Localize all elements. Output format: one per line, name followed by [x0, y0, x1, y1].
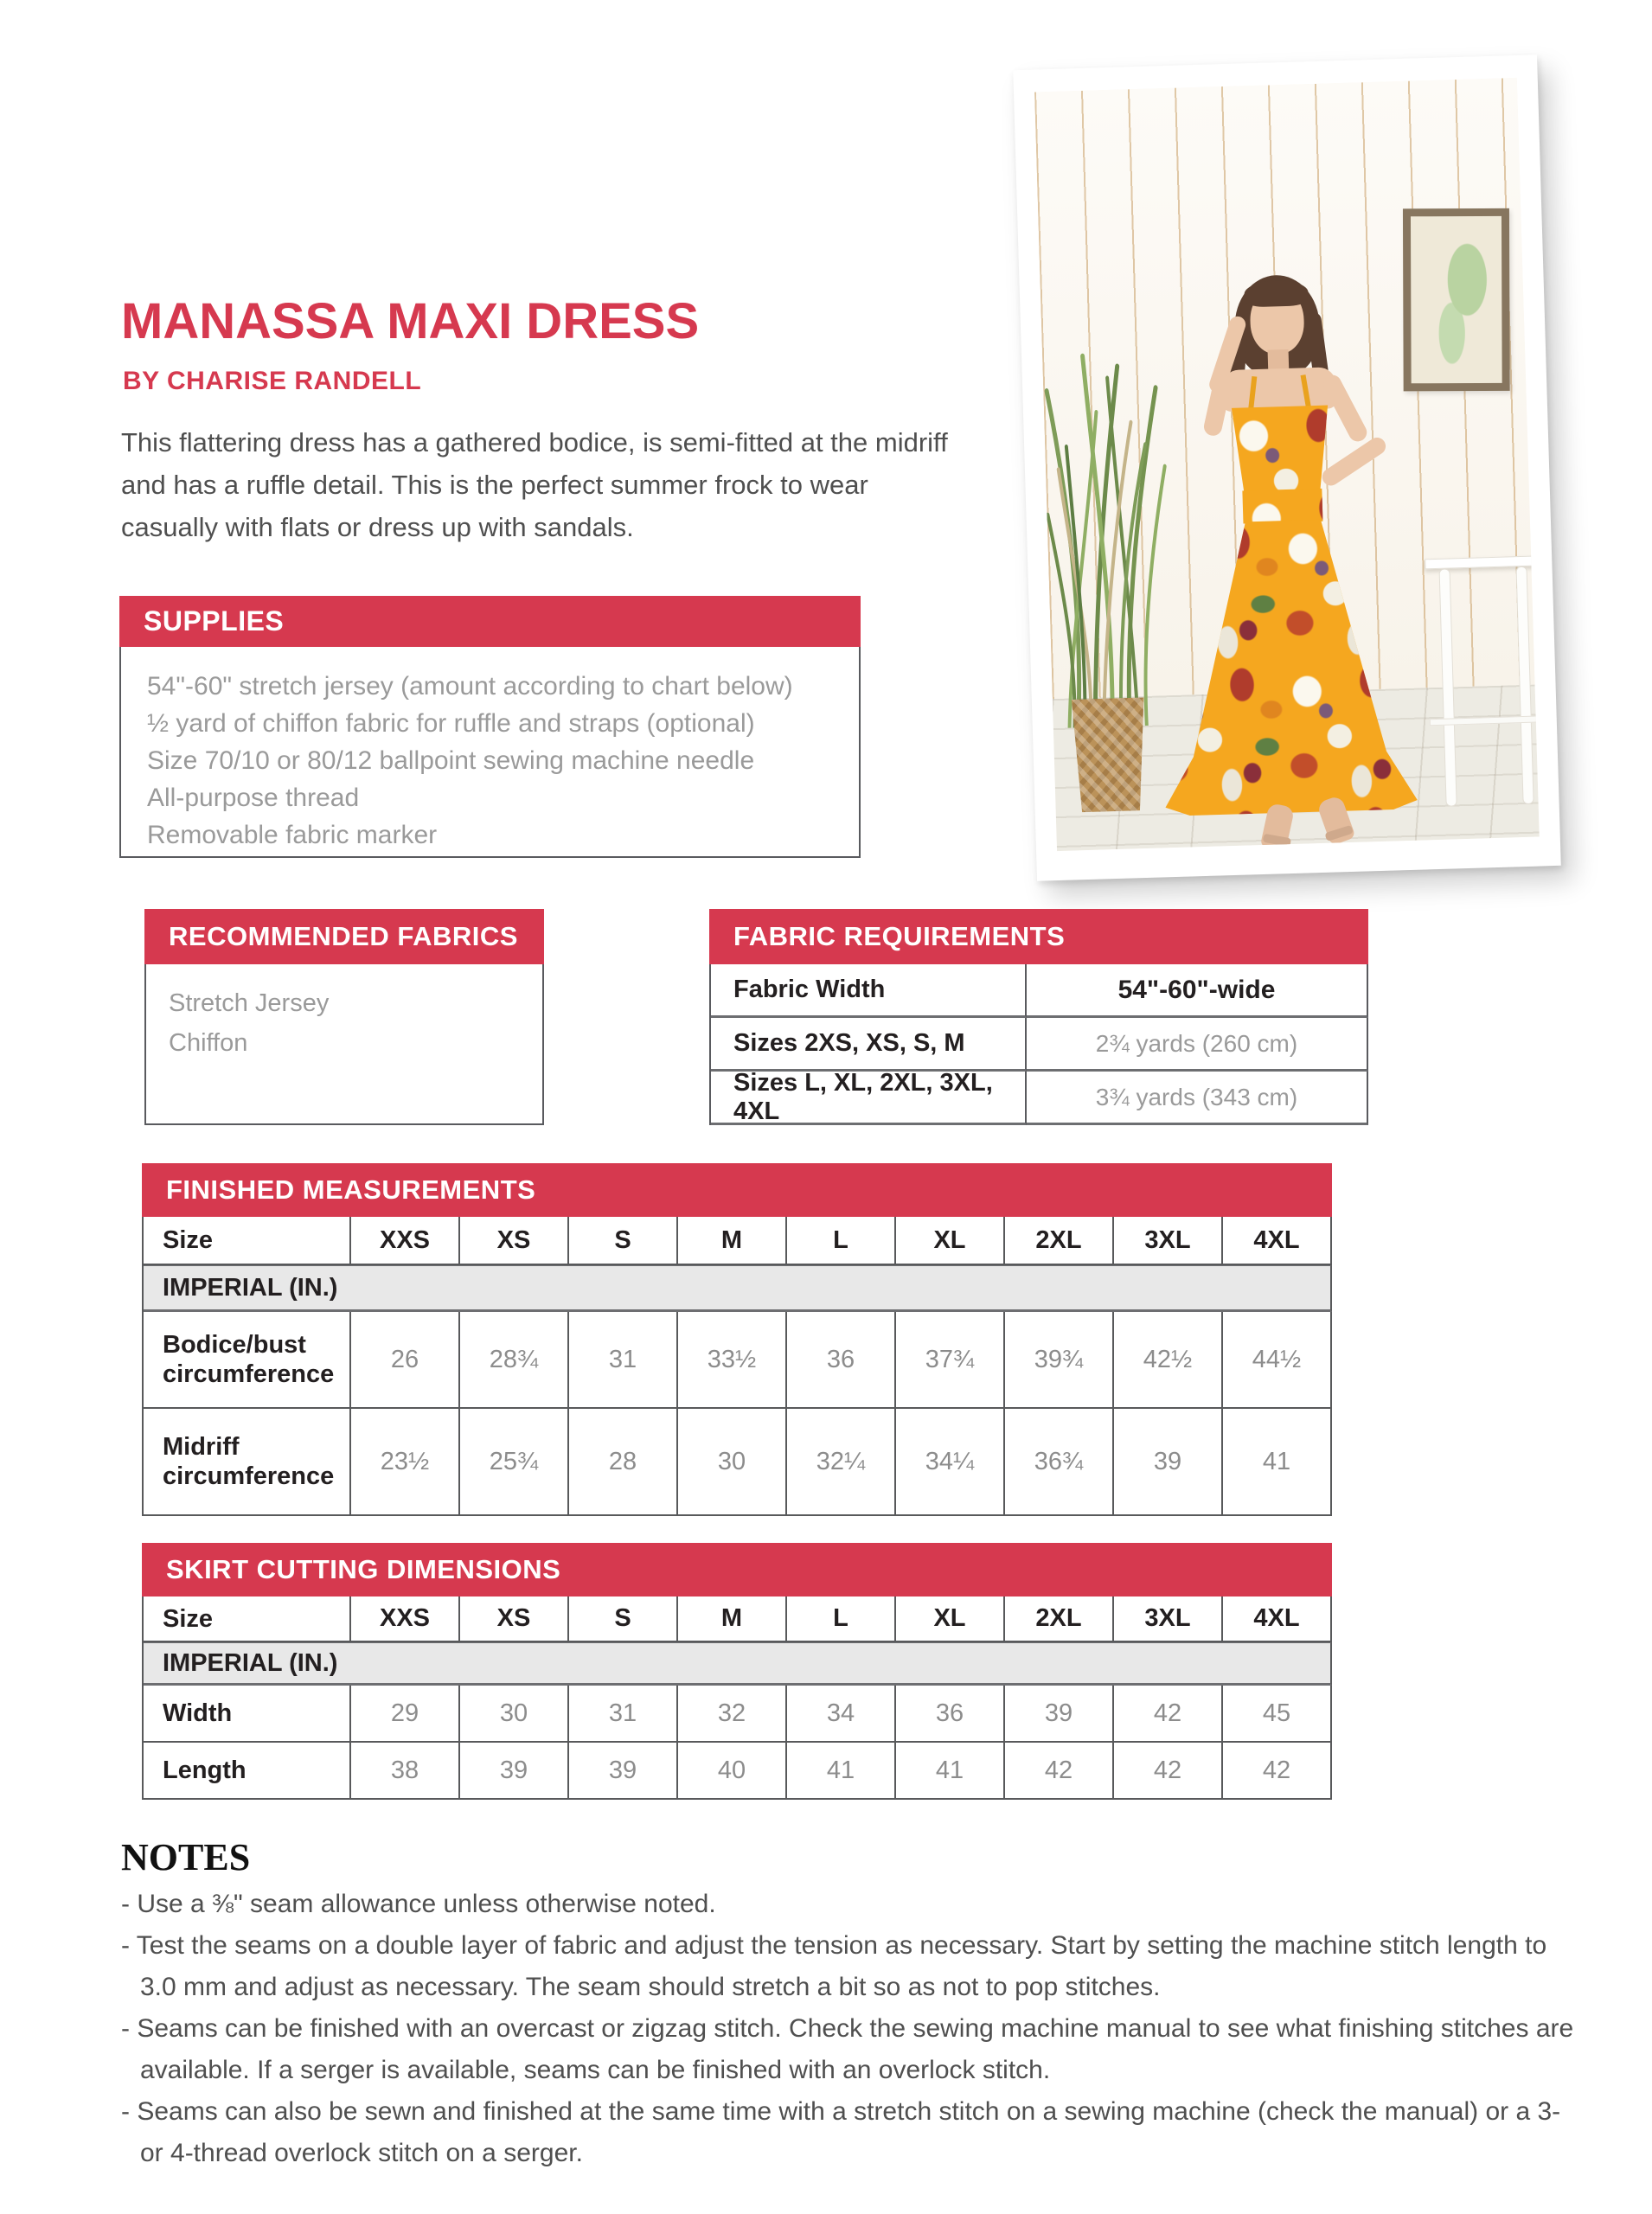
note-item: - Use a ⅜" seam allowance unless otherwise noted. — [121, 1890, 716, 1918]
unit-row-label: IMPERIAL (IN.) — [144, 1265, 1332, 1312]
photo-scene — [1034, 78, 1540, 851]
supplies-item: Size 70/10 or 80/12 ballpoint sewing machine needle — [147, 746, 755, 775]
measurement-value: 41 — [1223, 1409, 1332, 1516]
measurement-value: 25¾ — [460, 1409, 569, 1516]
supplies-item: ½ yard of chiffon fabric for ruffle and straps (optional) — [147, 709, 755, 738]
dress-skirt — [1149, 516, 1425, 816]
note-item: - Test the seams on a double layer of fabric and adjust the tension as necessary. Start by setting the machine stitch length to 3.0 mm and adjust as necessary. The seam should stretch a bit so as not to pop stitches. — [121, 1931, 1547, 2001]
measurement-value: 28¾ — [460, 1312, 569, 1409]
size-header: 4XL — [1223, 1217, 1332, 1265]
size-column-header: Size — [144, 1597, 351, 1642]
supplies-item: 54"-60" stretch jersey (amount according to chart below) — [147, 672, 793, 701]
measurement-value: 39¾ — [1005, 1312, 1114, 1409]
measurement-value: 32¼ — [787, 1409, 896, 1516]
skirt-cutting-heading: SKIRT CUTTING DIMENSIONS — [142, 1543, 1332, 1597]
measurement-value: 33½ — [678, 1312, 787, 1409]
pattern-description: This flattering dress has a gathered bodice, is semi-fitted at the midriff and has a ruffle detail. This is the perfect summer frock to wear casually with flats or dress up with sandals. — [121, 427, 948, 542]
measurement-value: 41 — [787, 1743, 896, 1800]
measurement-value: 39 — [569, 1743, 678, 1800]
size-header: XL — [896, 1597, 1005, 1642]
measurement-value: 41 — [896, 1743, 1005, 1800]
measurement-value: 42 — [1005, 1743, 1114, 1800]
notes-heading: NOTES — [121, 1836, 251, 1878]
measurement-value: 42 — [1114, 1686, 1223, 1743]
size-header: M — [678, 1217, 787, 1265]
size-column-header: Size — [144, 1217, 351, 1265]
recommended-fabrics-heading: RECOMMENDED FABRICS — [144, 909, 544, 964]
measurement-value: 42½ — [1114, 1312, 1223, 1409]
size-header: XL — [896, 1217, 1005, 1265]
measurement-value: 39 — [1005, 1686, 1114, 1743]
unit-row-label: IMPERIAL (IN.) — [144, 1642, 1332, 1686]
measurement-value: 39 — [1114, 1409, 1223, 1516]
dress-bodice — [1230, 405, 1333, 492]
fabric-requirements-table — [709, 964, 1368, 1125]
measurement-value: 36¾ — [1005, 1409, 1114, 1516]
measurement-value: 42 — [1223, 1743, 1332, 1800]
size-header: 3XL — [1114, 1217, 1223, 1265]
size-header: S — [569, 1217, 678, 1265]
size-header: L — [787, 1217, 896, 1265]
table-row-label: Fabric Width — [711, 964, 1027, 1018]
author-byline: BY CHARISE RANDELL — [123, 367, 422, 395]
recommended-fabrics-section — [144, 909, 544, 1125]
finished-measurements-section — [142, 1163, 1332, 1516]
measurement-value: 29 — [351, 1686, 460, 1743]
white-side-table — [1425, 555, 1539, 816]
skirt-cutting-table — [142, 1597, 1332, 1800]
supplies-item: Removable fabric marker — [147, 821, 438, 849]
size-header: L — [787, 1597, 896, 1642]
supplies-heading: SUPPLIES — [119, 596, 861, 647]
notes-list — [121, 1884, 1583, 2174]
measurement-value: 23½ — [351, 1409, 460, 1516]
dress-midriff — [1242, 488, 1322, 523]
size-header: 2XL — [1005, 1597, 1114, 1642]
measurement-value: 38 — [351, 1743, 460, 1800]
measurement-value: 34 — [787, 1686, 896, 1743]
measurement-value: 36 — [896, 1686, 1005, 1743]
table-row-label: Sizes 2XS, XS, S, M — [711, 1018, 1027, 1072]
table-cell: 3¾ yards (343 cm) — [1027, 1072, 1368, 1125]
measurement-value: 28 — [569, 1409, 678, 1516]
supplies-item: All-purpose thread — [147, 784, 360, 812]
fabric-requirements-heading: FABRIC REQUIREMENTS — [709, 909, 1368, 964]
measurement-value: 31 — [569, 1686, 678, 1743]
measurement-value: 44½ — [1223, 1312, 1332, 1409]
measurement-value: 32 — [678, 1686, 787, 1743]
size-header: XS — [460, 1217, 569, 1265]
framed-map — [1402, 208, 1508, 391]
measurement-value: 40 — [678, 1743, 787, 1800]
skirt-cutting-section — [142, 1543, 1332, 1800]
measurement-value: 39 — [460, 1743, 569, 1800]
measurement-row-label: Length — [144, 1743, 351, 1800]
finished-measurements-table — [142, 1217, 1332, 1516]
supplies-section — [119, 596, 861, 858]
measurement-value: 42 — [1114, 1743, 1223, 1800]
size-header: 3XL — [1114, 1597, 1223, 1642]
finished-measurements-heading: FINISHED MEASUREMENTS — [142, 1163, 1332, 1217]
measurement-value: 37¾ — [896, 1312, 1005, 1409]
measurement-value: 26 — [351, 1312, 460, 1409]
page-title: MANASSA MAXI DRESS — [121, 293, 700, 349]
model-figure — [1137, 271, 1431, 832]
measurement-row-label: Bodice/bust circumference — [144, 1312, 351, 1409]
table-row-label: Sizes L, XL, 2XL, 3XL, 4XL — [711, 1072, 1027, 1125]
measurement-value: 34¼ — [896, 1409, 1005, 1516]
woven-basket — [1067, 697, 1151, 812]
note-item: - Seams can be finished with an overcast or zigzag stitch. Check the sewing machine manual to see what finishing stitches are available. If a serger is available, seams can be finished with an overlock stitch. — [121, 2014, 1574, 2084]
size-header: 4XL — [1223, 1597, 1332, 1642]
table-cell: 54"-60"-wide — [1027, 964, 1368, 1018]
measurement-value: 45 — [1223, 1686, 1332, 1743]
fabric-requirements-section — [709, 909, 1368, 1125]
fabric-item: Stretch Jersey — [169, 989, 330, 1017]
size-header: XXS — [351, 1597, 460, 1642]
measurement-row-label: Midriff circumference — [144, 1409, 351, 1516]
measurement-value: 30 — [678, 1409, 787, 1516]
size-header: XXS — [351, 1217, 460, 1265]
measurement-value: 30 — [460, 1686, 569, 1743]
size-header: XS — [460, 1597, 569, 1642]
measurement-value: 31 — [569, 1312, 678, 1409]
size-header: 2XL — [1005, 1217, 1114, 1265]
table-cell: 2¾ yards (260 cm) — [1027, 1018, 1368, 1072]
note-item: - Seams can also be sewn and finished at the same time with a stretch stitch on a sewing machine (check the manual) or a 3- or 4-thread overlock stitch on a serger. — [121, 2097, 1561, 2167]
size-header: M — [678, 1597, 787, 1642]
model-photo — [1013, 54, 1561, 881]
fabric-item: Chiffon — [169, 1029, 248, 1057]
size-header: S — [569, 1597, 678, 1642]
measurement-row-label: Width — [144, 1686, 351, 1743]
measurement-value: 36 — [787, 1312, 896, 1409]
recommended-fabrics-list — [144, 964, 544, 1125]
supplies-list — [119, 647, 861, 858]
